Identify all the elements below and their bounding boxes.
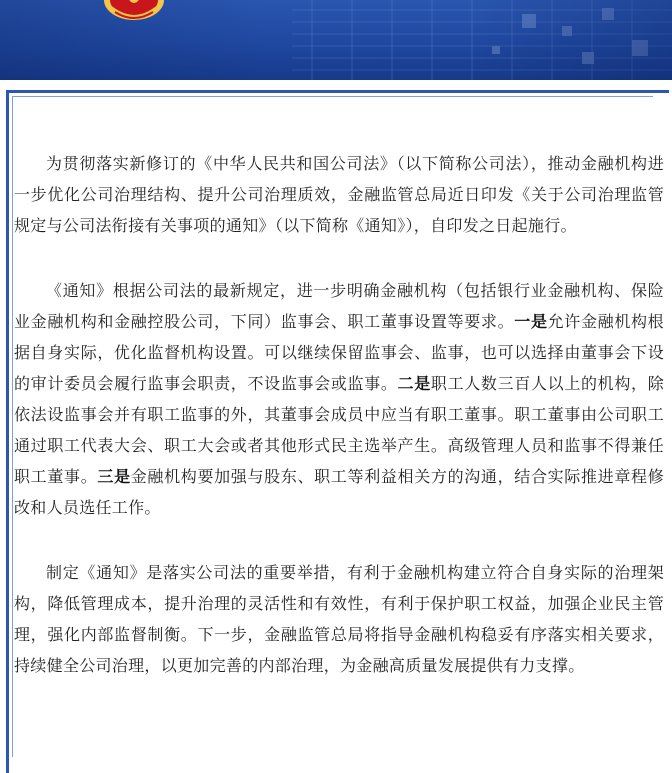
paragraph-2 (14, 275, 664, 523)
point-two-marker: 二是 (397, 374, 431, 393)
paragraph-2-intro: 《通知》根据公司法的最新规定，进一步明确金融机构（包括银行业金融机构、保险业金融机构和金融控股公司，下同）监事会、职工董事设置等要求。 (14, 281, 664, 331)
paragraph-3: 制定《通知》是落实公司法的重要举措，有利于金融机构建立符合自身实际的治理架构，降低管理成本，提升治理的灵活性和有效性，有利于保护职工权益，加强企业民主管理，强化内部监督制衡。下一步，金融监管总局将指导金融机构稳妥有序落实相关要求，持续健全公司治理，以更加完善的内部治理，为金融高质量发展提供有力支撑。 (14, 563, 664, 675)
header-banner (0, 0, 672, 80)
point-three-text: 金融机构要加强与股东、职工等利益相关方的沟通，结合实际推进章程修改和人员选任工作。 (14, 467, 664, 517)
point-one-text: 允许金融机构根据自身实际，优化监督机构设置。可以继续保留监事会、监事，也可以选择由董事会下设的审计委员会履行监事会职责，不设监事会或监事。 (14, 312, 664, 393)
national-emblem-icon (99, 0, 169, 24)
article-body (14, 148, 664, 715)
point-three-marker: 三是 (97, 467, 131, 486)
paragraph-1: 为贯彻落实新修订的《中华人民共和国公司法》（以下简称公司法），推动金融机构进一步优化公司治理结构、提升公司治理质效，金融监管总局近日印发《关于公司治理监管规定与公司法衔接有关事项的通知》（以下简称《通知》），自印发之日起施行。 (14, 154, 664, 235)
point-two-text: 职工人数三百人以上的机构，除依法设监事会并有职工监事的外，其董事会成员中应当有职工董事。职工董事由公司职工通过职工代表大会、职工大会或者其他形式民主选举产生。高级管理人员和监事不得兼任职工董事。 (14, 374, 664, 486)
point-one-marker: 一是 (514, 312, 548, 331)
